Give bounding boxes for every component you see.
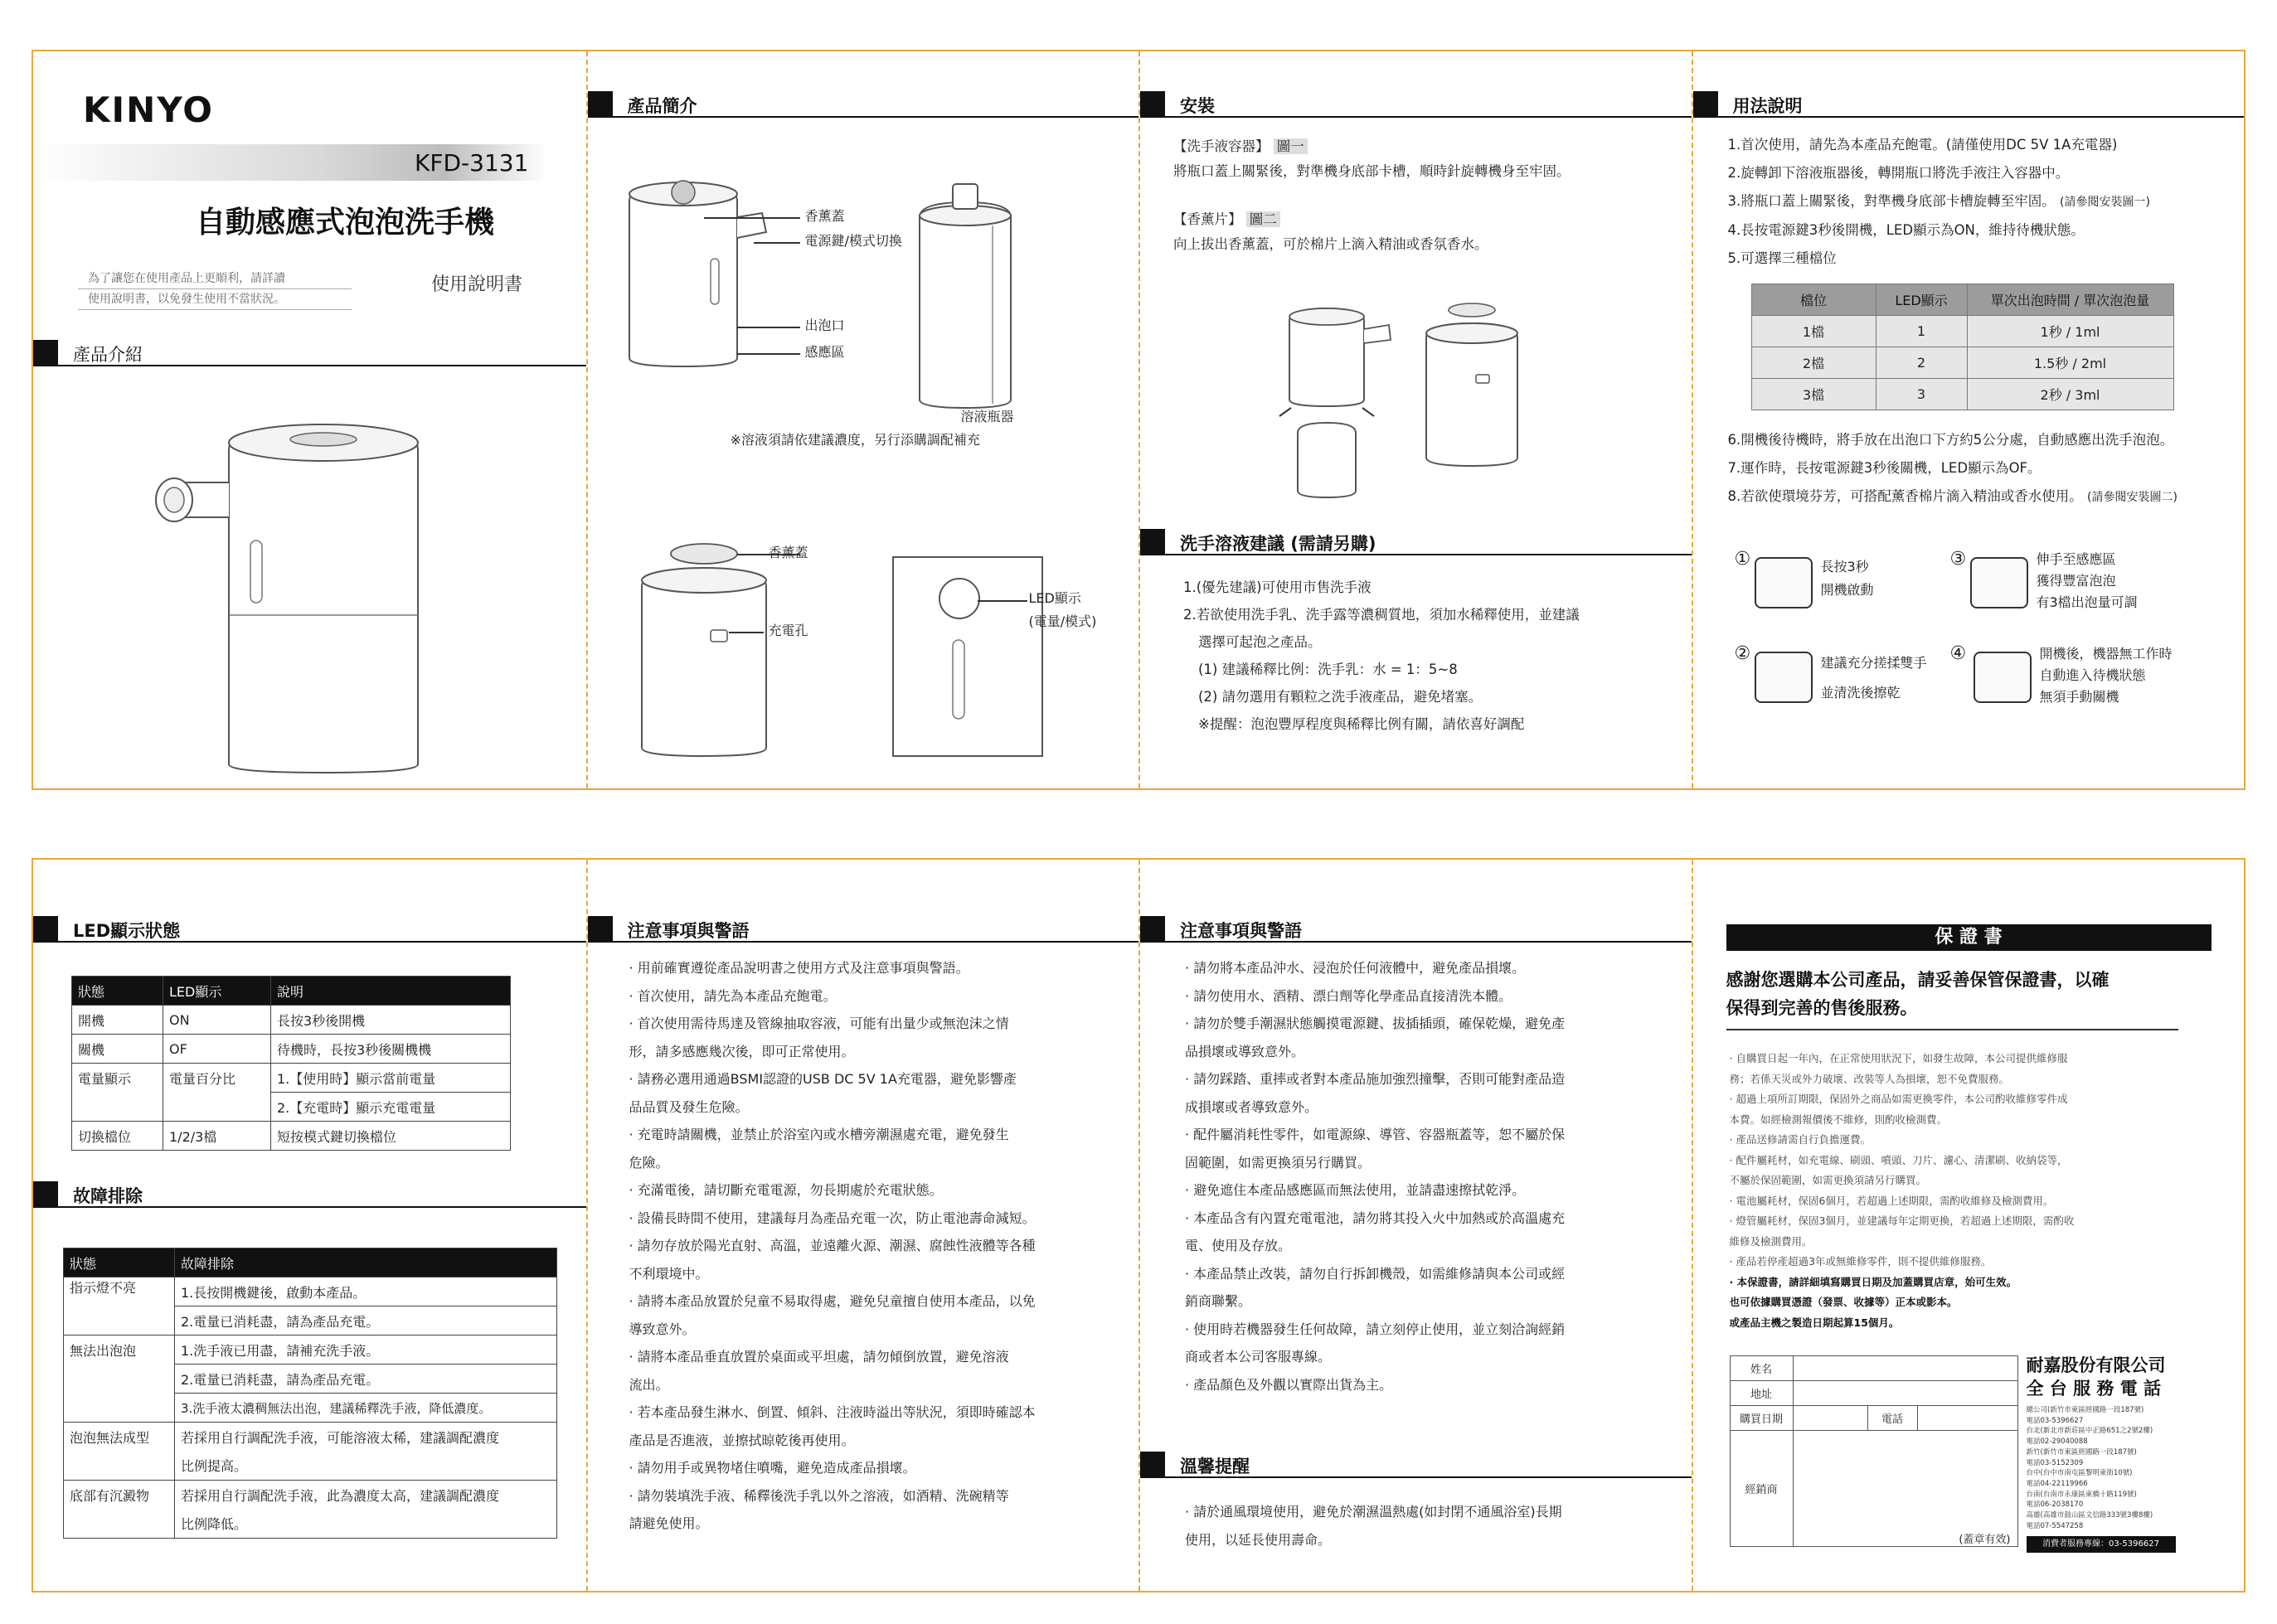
container-text: 將瓶口蓋上關緊後，對準機身底部卡槽，順時針旋轉機身至牢固。 xyxy=(1173,163,1571,179)
table-row xyxy=(64,1423,557,1452)
leader-line xyxy=(704,217,800,219)
label-aroma-cap-2: 香薰蓋 xyxy=(768,545,808,560)
table-cell: 1.5秒 / 2ml xyxy=(1967,347,2173,379)
term-line-bold: · 本保證書，請詳細填寫購買日期及加蓋購買店章，始可生效。 xyxy=(1729,1275,2017,1288)
warning-line: 流出。 xyxy=(629,1376,669,1393)
usage-steps-after xyxy=(1728,426,2177,511)
form-field[interactable] xyxy=(1793,1431,2017,1547)
warning-line: · 充滿電後，請切斷充電電源，勿長期處於充電狀態。 xyxy=(629,1182,943,1198)
table-cell: 泡泡無法成型 xyxy=(64,1423,175,1452)
form-row xyxy=(1730,1431,2017,1547)
warnings-panel-1 xyxy=(586,860,1139,1591)
term-line: · 配件屬耗材，如充電線、刷頭、噴頭、刀片、濾心、清潔刷、收納袋等， xyxy=(1729,1153,2068,1166)
usage-note-line1: 為了讓您在使用產品上更順利，請詳讀 xyxy=(78,269,352,289)
warning-line: · 請將本產品垂直放置於桌面或平坦處，請勿傾倒放置，避免溶液 xyxy=(629,1349,1009,1365)
label-led xyxy=(1029,587,1097,633)
table-row xyxy=(64,1277,557,1306)
guide-2 xyxy=(1735,643,1975,718)
usage-step: 6.開機後待機時，將手放在出泡口下方約5公分處，自動感應出洗手泡泡。 xyxy=(1727,432,2174,448)
leader-line xyxy=(754,242,800,244)
table-cell: 1秒 / 1ml xyxy=(1967,316,2173,347)
warranty-thanks-line: 感謝您選購本公司產品，請妥善保管保證書，以確 xyxy=(1726,970,2110,990)
usage-step xyxy=(1728,187,2150,216)
usage-steps xyxy=(1728,131,2150,273)
overview-diagram-top xyxy=(588,134,1139,416)
section-title: 安裝 xyxy=(1180,96,1215,116)
table-cell: 1 xyxy=(1876,316,1967,347)
contact-line: 台中(台中市南屯區黎明東街10號) xyxy=(2026,1469,2133,1478)
table-header-row xyxy=(72,977,511,1006)
warning-line: · 請勿用手或異物堵住噴嘴，避免造成產品損壞。 xyxy=(629,1460,916,1476)
section-header-warn2 xyxy=(1140,916,1692,943)
table-row xyxy=(64,1481,557,1510)
guide-text xyxy=(1821,648,1927,708)
table-row xyxy=(1751,379,2173,410)
guide-text xyxy=(1821,555,1874,602)
term-line-bold: 也可依據購買憑證（發票、收據等）正本或影本。 xyxy=(1729,1296,1958,1308)
overview-note: ※溶液須請依建議濃度，另行添購調配補充 xyxy=(730,432,980,448)
usage-step-text: 8.若欲使環境芬芳，可搭配薰香棉片滴入精油或香水使用。 xyxy=(1727,488,2083,504)
contact-line: 電話04-22119966 xyxy=(2026,1479,2088,1488)
usage-step: 1.首次使用，請先為本產品充飽電。(請僅使用DC 5V 1A充電器) xyxy=(1727,137,2118,153)
table-cell: 底部有沉澱物 xyxy=(64,1481,175,1510)
form-row xyxy=(1730,1356,2017,1381)
contact-line: 電話03-5152309 xyxy=(2026,1458,2084,1467)
usage-panel xyxy=(1692,51,2245,788)
solution-line: (1) 建議稀釋比例：洗手乳：水 = 1：5~8 xyxy=(1198,662,1458,677)
table-cell: 2.【充電時】顯示充電電量 xyxy=(271,1093,511,1122)
guide-image xyxy=(1755,557,1813,608)
warning-line: 不利環境中。 xyxy=(629,1265,709,1282)
model-number: KFD-3131 xyxy=(415,149,529,177)
cover-panel xyxy=(33,51,586,788)
guide-line: 長按3秒 xyxy=(1820,559,1869,574)
section-bar xyxy=(1693,91,1718,118)
guide-line: 開機後，機器無工作時 xyxy=(2039,646,2173,662)
form-field[interactable] xyxy=(1917,1406,2017,1431)
section-title: LED顯示狀態 xyxy=(73,921,181,941)
section-bar xyxy=(1140,91,1165,118)
usage-step: 4.長按電源鍵3秒後開機，LED顯示為ON，維持待機狀態。 xyxy=(1727,222,2085,238)
warnings-panel-2 xyxy=(1138,860,1692,1591)
warning-line: 電、使用及存放。 xyxy=(1185,1238,1292,1253)
warning-line: · 請將本產品放置於兒童不易取得處，避免兒童擅自使用本產品，以免 xyxy=(629,1293,1036,1309)
section-bar xyxy=(588,91,613,118)
company-service: 全 台 服 務 電 話 xyxy=(2026,1379,2162,1399)
guide-line: 開機啟動 xyxy=(1820,582,1874,598)
label-aroma-cap: 香薰蓋 xyxy=(804,208,845,224)
warning-line: · 請勿使用水、酒精、漂白劑等化學產品直接清洗本體。 xyxy=(1185,987,1512,1004)
leader-line xyxy=(978,600,1027,602)
led-table xyxy=(71,976,511,1151)
warning-line: · 充電時請關機，並禁止於浴室內或水槽旁潮濕處充電，避免發生 xyxy=(629,1127,1009,1142)
table-row xyxy=(72,1122,511,1151)
leader-line xyxy=(737,353,800,355)
table-row xyxy=(1751,316,2173,347)
table-cell xyxy=(64,1452,175,1481)
table-cell: 2.電量已消耗盡，請為產品充電。 xyxy=(175,1306,557,1336)
contact-line: 電話07-5547258 xyxy=(2026,1521,2084,1530)
form-row xyxy=(1730,1381,2017,1406)
table-cell xyxy=(64,1510,175,1539)
table-cell: 待機時，長按3秒後關機機 xyxy=(271,1035,511,1064)
install-diagram xyxy=(1140,292,1692,507)
table-cell: 短按模式鍵切換檔位 xyxy=(271,1122,511,1151)
table-row xyxy=(64,1510,557,1539)
table-cell xyxy=(64,1365,175,1394)
table-cell: 開機 xyxy=(72,1006,163,1035)
form-label: 電話 xyxy=(1867,1406,1917,1431)
company-info xyxy=(2027,1354,2222,1553)
warning-line: · 請務必選用通過BSMI認證的USB DC 5V 1A充電器，避免影響產 xyxy=(629,1071,1017,1087)
table-cell: 1檔 xyxy=(1751,316,1876,347)
container-heading xyxy=(1173,134,1571,159)
table-row xyxy=(1751,347,2173,379)
section-title: 用法說明 xyxy=(1732,96,1803,116)
label-charge-port: 充電孔 xyxy=(768,623,808,638)
label-power-key: 電源鍵/模式切換 xyxy=(804,233,902,249)
usage-note xyxy=(78,269,352,310)
warning-line: 銷商聯繫。 xyxy=(1185,1293,1252,1309)
warning-line: · 請勿踩踏、重摔或者對本產品施加強烈撞擊，否則可能對產品造 xyxy=(1185,1071,1566,1087)
table-cell: 電量百分比 xyxy=(163,1064,271,1093)
term-line: · 燈管屬耗材，保固3個月，並建議每年定期更換，若超過上述期限，需酌收 xyxy=(1729,1214,2075,1227)
figure-tag: 圖二 xyxy=(1246,211,1280,227)
warning-line: · 設備長時間不使用，建議每月為產品充電一次，防止電池壽命減短。 xyxy=(629,1210,1036,1226)
section-header-overview xyxy=(588,91,1139,118)
warranty-divider xyxy=(1726,1029,2178,1030)
table-cell xyxy=(163,1093,271,1122)
warning-line: · 使用時若機器發生任何故障，請立刻停止使用，並立刻洽詢經銷 xyxy=(1185,1321,1566,1337)
warning-line: 導致意外。 xyxy=(629,1321,696,1337)
section-bar xyxy=(588,916,613,943)
contact-line: 高雄(高雄市鼓山區文信路333號3樓8樓) xyxy=(2026,1511,2153,1520)
overview-panel xyxy=(586,51,1139,788)
guide-line: 無須手動關機 xyxy=(2039,689,2119,705)
table-cell: 比例降低。 xyxy=(175,1510,557,1539)
term-line: · 產品若停產超過3年或無維修零件，則不提供維修服務。 xyxy=(1729,1255,1992,1268)
guide-text xyxy=(2037,549,2138,613)
usage-step-note: (請參閱安裝圖二) xyxy=(2087,491,2177,504)
table-cell: 1.洗手液已用盡，請補充洗手液。 xyxy=(175,1336,557,1365)
term-line: · 超過上項所訂期限，保固外之商品如需更換零件，本公司酌收維修零件成 xyxy=(1729,1093,2068,1105)
tip-line: 使用，以延長使用壽命。 xyxy=(1185,1531,1332,1548)
figure-tag: 圖一 xyxy=(1274,138,1308,154)
guide-image xyxy=(1970,557,2028,608)
contact-line: 電話02-29040088 xyxy=(2026,1437,2088,1447)
solution-line: 2.若欲使用洗手乳、洗手露等濃稠質地，須加水稀釋使用，並建議 xyxy=(1183,607,1580,623)
term-line: 務；若係天災或外力破壞、改裝等人為損壞，恕不免費服務。 xyxy=(1729,1072,2010,1085)
contact-line: 台南(台南市永康區東橋十路119號) xyxy=(2026,1490,2137,1499)
warning-line: · 請勿裝填洗手液、稀釋後洗手乳以外之溶液，如酒精、洗碗精等 xyxy=(629,1487,1009,1504)
table-cell xyxy=(64,1394,175,1423)
warning-line: · 請勿於雙手潮濕狀態觸摸電源鍵、拔插插頭，確保乾燥，避免產 xyxy=(1185,1016,1566,1031)
table-header: 故障排除 xyxy=(175,1248,557,1277)
warning-line: · 若本產品發生淋水、倒置、傾斜、注液時溢出等狀況，須即時確認本 xyxy=(629,1404,1036,1420)
table-header-row xyxy=(64,1248,557,1277)
leader-line xyxy=(729,632,764,633)
term-line: · 電池屬耗材，保固6個月，若超過上述期限，需酌收維修及檢測費用。 xyxy=(1729,1194,2054,1207)
table-header-row xyxy=(1751,284,2173,316)
install-instructions xyxy=(1173,134,1571,257)
table-cell: 比例提高。 xyxy=(175,1452,557,1481)
table-cell: 若採用自行調配洗手液，此為濃度太高，建議調配濃度 xyxy=(175,1481,557,1510)
label-bottle: 溶液瓶器 xyxy=(960,409,1014,424)
solution-line: 選擇可起泡之產品。 xyxy=(1198,634,1322,650)
form-row xyxy=(1730,1406,2017,1431)
warranty-thanks xyxy=(1726,966,2110,1022)
table-cell: 1.【使用時】顯示當前電量 xyxy=(271,1064,511,1093)
table-cell: 電量顯示 xyxy=(72,1064,163,1093)
usage-note-line2: 使用說明書，以免發生使用不當狀況。 xyxy=(78,289,352,310)
label-sensor: 感應區 xyxy=(804,344,845,360)
table-cell xyxy=(64,1306,175,1336)
section-title: 溫馨提醒 xyxy=(1180,1457,1250,1476)
aroma-tag: 【香薰片】 xyxy=(1173,211,1242,227)
warning-line: · 首次使用需待馬達及管線抽取容液，可能有出量少或無泡沫之情 xyxy=(629,1016,1009,1031)
guide-line: 獲得豐富泡泡 xyxy=(2036,573,2116,589)
guide-line: 有3檔出泡量可調 xyxy=(2036,594,2138,610)
form-field[interactable] xyxy=(1793,1406,1867,1431)
form-label: 姓名 xyxy=(1730,1356,1793,1381)
term-line: 不屬於保固範圍，如需更換須請另行購買。 xyxy=(1729,1174,1927,1186)
section-title: 注意事項與警語 xyxy=(1180,921,1302,941)
guide-text xyxy=(2040,643,2173,708)
table-cell: 3檔 xyxy=(1751,379,1876,410)
warranty-thanks-line: 保得到完善的售後服務。 xyxy=(1726,998,1918,1018)
section-bar xyxy=(1140,1452,1165,1478)
company-name: 耐嘉股份有限公司 xyxy=(2026,1355,2166,1375)
table-cell: 1.長按開機鍵後，啟動本產品。 xyxy=(175,1277,557,1306)
table-cell: 2檔 xyxy=(1751,347,1876,379)
contact-line: 新竹(新竹市東區經國路一段187號) xyxy=(2026,1447,2137,1457)
section-title: 故障排除 xyxy=(73,1186,143,1206)
warranty-panel xyxy=(1692,860,2245,1591)
term-line: 本費。如經檢測報價後不維修，則酌收檢測費。 xyxy=(1729,1113,1948,1126)
usage-step: 7.運作時，長按電源鍵3秒後關機，LED顯示為OF。 xyxy=(1727,460,2042,476)
section-bar xyxy=(33,340,58,366)
container-tag: 【洗手液容器】 xyxy=(1173,138,1270,154)
table-cell: 長按3秒後開機 xyxy=(271,1006,511,1035)
warning-line: · 產品顏色及外觀以實際出貨為主。 xyxy=(1185,1376,1393,1393)
usage-step: 5.可選擇三種檔位 xyxy=(1727,250,1837,266)
table-cell: 無法出泡泡 xyxy=(64,1336,175,1365)
guide-line: 自動進入待機狀態 xyxy=(2039,667,2146,683)
warning-line: 固範圍，如需更換須另行購買。 xyxy=(1185,1154,1372,1171)
led-panel xyxy=(33,860,586,1591)
table-header: 說明 xyxy=(271,977,511,1006)
warning-list-1 xyxy=(629,954,1036,1538)
term-line: · 自購買日起一年內，在正常使用狀況下，如發生故障，本公司提供維修服 xyxy=(1729,1052,2068,1064)
table-row xyxy=(64,1452,557,1481)
trouble-table xyxy=(63,1248,557,1539)
solution-line: (2) 請勿選用有顆粒之洗手液產品，避免堵塞。 xyxy=(1198,689,1483,705)
warning-list-2 xyxy=(1185,954,1565,1399)
guide-3 xyxy=(1950,549,2232,623)
section-header-solution xyxy=(1140,529,1692,555)
tips-list xyxy=(1185,1498,1562,1554)
table-cell xyxy=(72,1093,163,1122)
product-illustration xyxy=(33,375,586,788)
table-cell: 關機 xyxy=(72,1035,163,1064)
table-header: 單次出泡時間 / 單次泡泡量 xyxy=(1967,284,2173,316)
warning-line: 商或者本公司客服專線。 xyxy=(1185,1349,1332,1365)
mode-table xyxy=(1751,284,2174,410)
table-row xyxy=(72,1006,511,1035)
section-title: 洗手溶液建議 (需請另購) xyxy=(1180,534,1376,554)
top-sheet xyxy=(32,50,2245,790)
leader-line xyxy=(737,327,800,328)
warning-line: 成損壞或者導致意外。 xyxy=(1185,1098,1318,1115)
contact-list xyxy=(2027,1405,2222,1531)
section-header-install xyxy=(1140,91,1692,118)
contact-line: 電話03-5396627 xyxy=(2026,1416,2084,1425)
warning-line: · 配件屬消耗性零件，如電源線、導管、容器瓶蓋等，恕不屬於保 xyxy=(1185,1127,1566,1142)
table-row xyxy=(72,1093,511,1122)
hotline-bar: 消費者服務專線：03-5396627 xyxy=(2027,1536,2176,1553)
label-outlet: 出泡口 xyxy=(804,318,845,333)
section-bar xyxy=(1140,529,1165,555)
term-line: 維修及檢測費用。 xyxy=(1729,1234,1813,1248)
table-cell: 2 xyxy=(1876,347,1967,379)
guide-4 xyxy=(1950,643,2236,718)
table-cell: 切換檔位 xyxy=(72,1122,163,1151)
warning-line: 形，請多感應幾次後，即可正常使用。 xyxy=(629,1043,855,1059)
section-header-warn1 xyxy=(588,916,1139,943)
guide-number: ① xyxy=(1734,549,1751,570)
table-header: LED顯示 xyxy=(163,977,271,1006)
guide-1 xyxy=(1735,549,1950,615)
form-field[interactable] xyxy=(1793,1381,2017,1406)
section-bar xyxy=(33,1181,58,1208)
warning-line: · 首次使用，請先為本產品充飽電。 xyxy=(629,987,837,1004)
table-cell: ON xyxy=(163,1006,271,1035)
form-label: 經銷商 xyxy=(1730,1431,1793,1547)
warning-line: 請避免使用。 xyxy=(629,1515,709,1531)
section-header-tips xyxy=(1140,1452,1692,1478)
bottom-sheet xyxy=(32,858,2245,1592)
label-led-line2: (電量/模式) xyxy=(1028,613,1097,629)
warranty-title: 保 證 書 xyxy=(1726,924,2211,951)
manual-label: 使用說明書 xyxy=(431,274,523,295)
aroma-text: 向上拔出香薰蓋，可於棉片上滴入精油或香氛香水。 xyxy=(1173,236,1488,252)
table-cell: 3 xyxy=(1876,379,1967,410)
table-cell: 3.洗手液太濃稠無法出泡，建議稀釋洗手液，降低濃度。 xyxy=(175,1394,557,1423)
form-label: 購買日期 xyxy=(1730,1406,1793,1431)
usage-step: 2.旋轉卸下溶液瓶器後，轉開瓶口將洗手液注入容器中。 xyxy=(1727,165,2070,181)
warning-line: 品損壞或導致意外。 xyxy=(1185,1043,1305,1059)
guide-number: ④ xyxy=(1949,643,1967,664)
solution-list xyxy=(1183,574,1580,738)
warning-line: · 請勿存放於陽光直射、高溫，並遠離火源、潮濕、腐蝕性液體等各種 xyxy=(629,1238,1036,1253)
warning-line: · 請勿將本產品沖水、浸泡於任何液體中，避免產品損壞。 xyxy=(1185,960,1526,976)
solution-line: 1.(優先建議)可使用市售洗手液 xyxy=(1183,579,1372,595)
warning-line: 品品質及發生危險。 xyxy=(629,1098,749,1115)
table-row xyxy=(64,1365,557,1394)
form-field[interactable] xyxy=(1793,1356,2017,1381)
label-led-line1: LED顯示 xyxy=(1028,590,1081,606)
warning-line: 產品是否進液，並擦拭晾乾後再使用。 xyxy=(629,1432,855,1448)
table-cell: OF xyxy=(163,1035,271,1064)
aroma-heading xyxy=(1173,207,1571,232)
section-header-intro xyxy=(33,340,586,366)
table-row xyxy=(64,1394,557,1423)
table-cell: 若採用自行調配洗手液，可能溶液太稀，建議調配濃度 xyxy=(175,1423,557,1452)
table-cell: 2秒 / 3ml xyxy=(1967,379,2173,410)
table-header: 狀態 xyxy=(72,977,163,1006)
table-header: 狀態 xyxy=(64,1248,175,1277)
guide-number: ② xyxy=(1734,643,1751,664)
usage-step xyxy=(1728,482,2177,511)
guide-image xyxy=(1755,652,1813,703)
guide-line: 伸手至感應區 xyxy=(2036,551,2116,567)
section-header-trouble xyxy=(33,1181,586,1208)
tip-line: · 請於通風環境使用，避免於潮濕溫熱處(如封閉不通風浴室)長期 xyxy=(1185,1504,1562,1520)
guide-line: 建議充分搓揉雙手 xyxy=(1820,655,1927,671)
solution-line: ※提醒：泡泡豐厚程度與稀釋比例有關，請依喜好調配 xyxy=(1198,716,1525,732)
contact-line: 總公司(新竹市東區經國路一段187號) xyxy=(2026,1406,2144,1414)
warranty-form xyxy=(1730,1355,2018,1547)
warning-line: · 避免遮住本產品感應區而無法使用，並請盡速擦拭乾淨。 xyxy=(1185,1182,1526,1198)
section-bar xyxy=(1140,916,1165,943)
table-header: LED顯示 xyxy=(1876,284,1967,316)
stamp-note: (蓋章有效) xyxy=(1959,1534,2011,1546)
product-title: 自動感應式泡泡洗手機 xyxy=(196,206,495,240)
warning-line: · 用前確實遵從產品說明書之使用方式及注意事項與警語。 xyxy=(629,960,969,976)
form-label: 地址 xyxy=(1730,1381,1793,1406)
section-bar xyxy=(33,916,58,943)
warning-line: 危險。 xyxy=(629,1154,669,1171)
usage-step-text: 3.將瓶口蓋上關緊後，對準機身底部卡槽旋轉至牢固。 xyxy=(1727,193,2056,209)
guide-number: ③ xyxy=(1949,549,1967,570)
section-title: 產品簡介 xyxy=(627,96,697,116)
usage-step-note: (請參閱安裝圖一) xyxy=(2060,196,2150,209)
table-cell: 1/2/3檔 xyxy=(163,1122,271,1151)
table-cell: 指示燈不亮 xyxy=(64,1277,175,1306)
table-cell: 2.電量已消耗盡，請為產品充電。 xyxy=(175,1365,557,1394)
warranty-terms xyxy=(1730,1049,2075,1333)
table-row xyxy=(72,1064,511,1093)
section-title: 注意事項與警語 xyxy=(627,921,750,941)
section-header-usage xyxy=(1693,91,2245,118)
table-header: 檔位 xyxy=(1751,284,1876,316)
guide-line: 並清洗後擦乾 xyxy=(1820,685,1901,701)
contact-line: 台北(新北市新莊區中正路651之2號2樓) xyxy=(2026,1427,2153,1436)
table-row xyxy=(64,1306,557,1336)
brand-logo: KINYO xyxy=(83,90,214,130)
warning-line: · 本產品禁止改裝，請勿自行拆卸機殼，如需維修請與本公司或經 xyxy=(1185,1265,1566,1282)
warning-line: · 本產品含有內置充電電池，請勿將其投入火中加熱或於高溫處充 xyxy=(1185,1210,1566,1226)
term-line-bold: 或產品主機之製造日期起算15個月。 xyxy=(1729,1316,1900,1329)
term-line: · 產品送修請需自行負擔運費。 xyxy=(1729,1133,1871,1146)
install-panel xyxy=(1138,51,1692,788)
section-title: 產品介紹 xyxy=(73,345,143,365)
guide-image xyxy=(1974,652,2032,703)
table-row xyxy=(72,1035,511,1064)
section-header-led xyxy=(33,916,586,943)
table-row xyxy=(64,1336,557,1365)
contact-line: 電話06-2038170 xyxy=(2026,1500,2084,1510)
